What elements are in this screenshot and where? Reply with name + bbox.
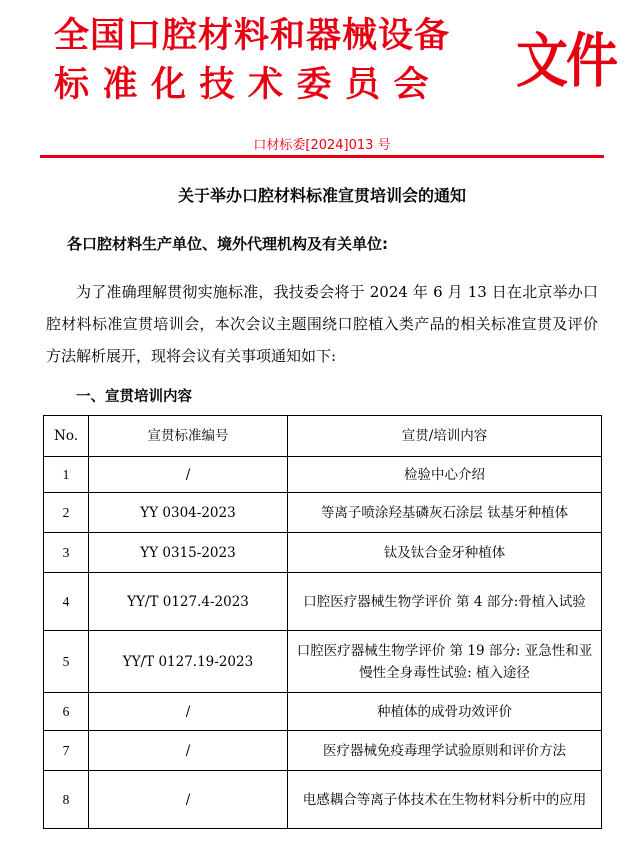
- row-standard: YY/T 0127.4-2023: [89, 573, 288, 631]
- document-label: 文件: [516, 28, 617, 96]
- committee-name-line2: 标准化技术委员会: [54, 65, 443, 105]
- row-no: 1: [44, 457, 89, 493]
- header-standard-number: 宣贯标准编号: [89, 416, 288, 457]
- notice-title: 关于举办口腔材料标准宣贯培训会的通知: [177, 186, 466, 205]
- row-standard: /: [89, 771, 288, 829]
- section-heading: 一、宣贯培训内容: [76, 389, 192, 405]
- table-header-row: [44, 416, 602, 457]
- row-no: 6: [44, 693, 89, 731]
- row-standard: YY/T 0127.19-2023: [89, 631, 288, 693]
- row-content: 检验中心介绍: [288, 457, 602, 493]
- row-standard: YY 0304-2023: [89, 493, 288, 533]
- row-content: 种植体的成骨功效评价: [288, 693, 602, 731]
- row-no: 2: [44, 493, 89, 533]
- header-no: No.: [44, 416, 89, 457]
- table-row: [44, 457, 602, 493]
- training-content-table: [43, 415, 602, 829]
- salutation: 各口腔材料生产单位、境外代理机构及有关单位:: [67, 235, 389, 253]
- row-content: 电感耦合等离子体技术在生物材料分析中的应用: [288, 771, 602, 829]
- body-paragraph: 为了准确理解贯彻实施标准，我技委会将于 2024 年 6 月 13 日在北京举办口腔材料标准宣贯培训会，本次会议主题围绕口腔植入类产品的相关标准宣贯及评价方法解析展开，现将会议有关事项通知如下:: [46, 283, 598, 365]
- table-row: [44, 631, 602, 693]
- row-standard: /: [89, 693, 288, 731]
- committee-name-line1: 全国口腔材料和器械设备: [54, 16, 451, 56]
- row-no: 3: [44, 533, 89, 573]
- red-divider-line: [40, 155, 604, 158]
- table-row: [44, 573, 602, 631]
- table-row: [44, 693, 602, 731]
- table-row: [44, 731, 602, 771]
- header-training-content: 宣贯/培训内容: [288, 416, 602, 457]
- table-row: [44, 533, 602, 573]
- row-no: 8: [44, 771, 89, 829]
- row-no: 5: [44, 631, 89, 693]
- row-content: 医疗器械免疫毒理学试验原则和评价方法: [288, 731, 602, 771]
- row-content: 钛及钛合金牙种植体: [288, 533, 602, 573]
- document-number: 口材标委[2024]013 号: [253, 138, 391, 153]
- row-standard: /: [89, 457, 288, 493]
- row-no: 4: [44, 573, 89, 631]
- row-content: 口腔医疗器械生物学评价 第 4 部分:骨植入试验: [288, 573, 602, 631]
- table-row: [44, 771, 602, 829]
- row-standard: /: [89, 731, 288, 771]
- row-content: 等离子喷涂羟基磷灰石涂层 钛基牙种植体: [288, 493, 602, 533]
- row-content: 口腔医疗器械生物学评价 第 19 部分: 亚急性和亚慢性全身毒性试验: 植入途径: [288, 631, 602, 693]
- table-row: [44, 493, 602, 533]
- row-standard: YY 0315-2023: [89, 533, 288, 573]
- row-no: 7: [44, 731, 89, 771]
